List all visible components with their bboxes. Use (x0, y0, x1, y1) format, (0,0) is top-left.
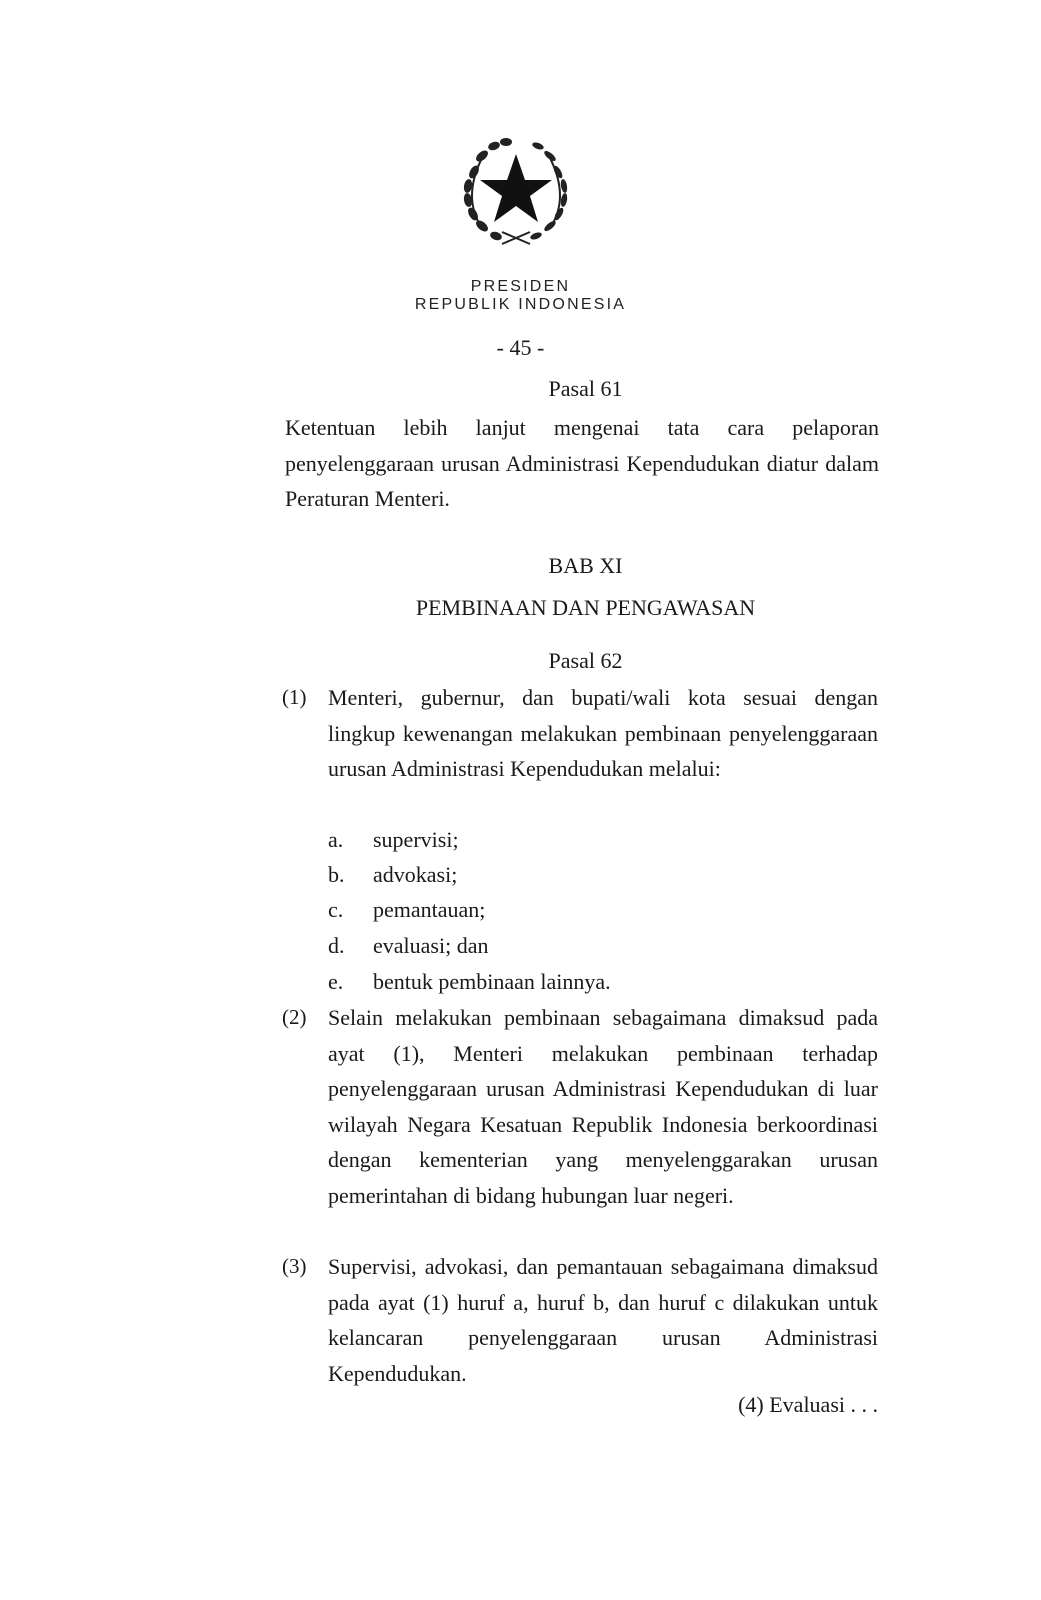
ayat-2-text: Selain melakukan pembinaan sebagaimana dimaksud pada ayat (1), Menteri melakukan pembinaan terhadap penyelenggaraan urusan Administrasi Kependudukan di luar wilayah Negara Kesatuan Republik Indonesia berkoordinasi dengan kementerian yang menyelenggarakan urusan pemerintahan di bidang hubungan luar negeri. (328, 1005, 878, 1208)
list-item-text: advokasi; (373, 862, 458, 887)
list-item-label: d. (328, 933, 345, 958)
pasal-62-title: Pasal 62 (548, 648, 623, 673)
chapter-title: PEMBINAAN DAN PENGAWASAN (415, 595, 756, 620)
header-president: PRESIDEN (470, 278, 571, 295)
ayat-1-text: Menteri, gubernur, dan bupati/wali kota sesuai dengan lingkup kewenangan melakukan pembinaan penyelenggaraan urusan Administrasi Kependudukan melalui: (328, 685, 878, 781)
list-item-label: b. (328, 862, 345, 887)
continuation-marker: (4) Evaluasi . . . (738, 1392, 878, 1417)
list-item-label: e. (328, 969, 344, 994)
pasal-61-text: Ketentuan lebih lanjut mengenai tata cara pelaporan penyelenggaraan urusan Administrasi Kependudukan diatur dalam Peraturan Menteri. (285, 415, 879, 511)
chapter-number: BAB XI (548, 553, 623, 578)
list-item (328, 857, 457, 893)
ayat-3-text: Supervisi, advokasi, dan pemantauan sebagaimana dimaksud pada ayat (1) huruf a, huruf b, dan huruf c dilakukan untuk kelancaran penyelenggaraan urusan Administrasi Kependudukan. (328, 1254, 878, 1386)
list-item (328, 892, 485, 928)
list-item-text: supervisi; (373, 827, 459, 852)
list-item (328, 822, 459, 858)
pasal-61-title: Pasal 61 (548, 376, 623, 401)
list-item-text: evaluasi; dan (373, 933, 489, 958)
list-item-text: pemantauan; (373, 897, 486, 922)
list-item-label: c. (328, 897, 344, 922)
ayat-3-number: (3) (282, 1254, 307, 1278)
header-republic: REPUBLIK INDONESIA (414, 296, 627, 313)
list-item (328, 928, 488, 964)
list-item-label: a. (328, 827, 344, 852)
ayat-2-number: (2) (282, 1005, 307, 1029)
ayat-1-number: (1) (282, 685, 307, 709)
list-item-text: bentuk pembinaan lainnya. (373, 969, 611, 994)
list-item (328, 964, 611, 1000)
presidential-emblem-icon (452, 128, 580, 256)
page-number: - 45 - (496, 335, 545, 360)
